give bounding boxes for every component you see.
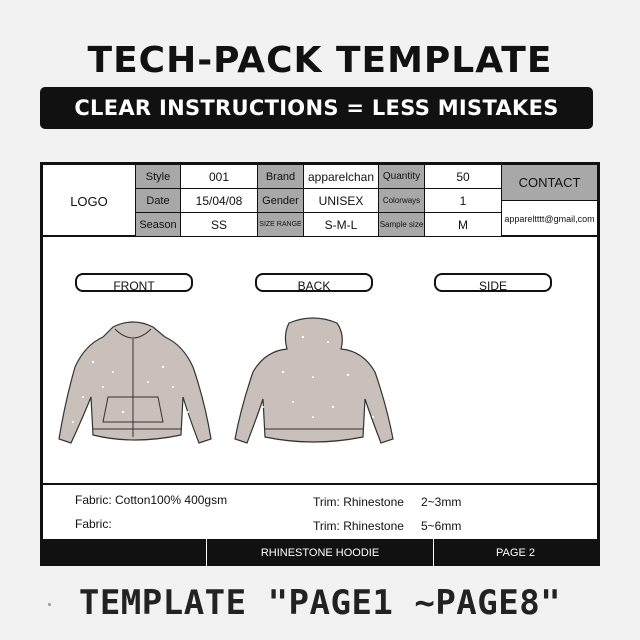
colorways-label: Colorways [379, 189, 425, 213]
side-view-label: SIDE [434, 273, 552, 292]
bottom-caption: TEMPLATE "PAGE1 ~PAGE8" [78, 583, 562, 623]
fabric-note-1: Fabric: Cotton100% 400gsm [75, 493, 228, 507]
footer-bar [43, 539, 597, 566]
trim-note-2-value: 5~6mm [421, 519, 462, 533]
back-hoodie-illustration [233, 317, 395, 457]
sample-size-value: M [425, 213, 502, 237]
contact-label: CONTACT [502, 165, 597, 201]
date-label: Date [136, 189, 181, 213]
header-table [43, 165, 597, 237]
season-label: Season [136, 213, 181, 237]
size-range-value: S-M-L [304, 213, 379, 237]
brand-label: Brand [258, 165, 304, 189]
notes-section [43, 487, 597, 539]
brand-value: apparelchan [304, 165, 379, 189]
gender-label: Gender [258, 189, 304, 213]
gender-value: UNISEX [304, 189, 379, 213]
colorways-value: 1 [425, 189, 502, 213]
style-label: Style [136, 165, 181, 189]
product-name: RHINESTONE HOODIE [260, 546, 380, 559]
page-title: TECH-PACK TEMPLATE [87, 40, 553, 81]
contact-email: appareltttt@gmail,com [504, 214, 595, 224]
size-range-label: SIZE RANGE [258, 213, 304, 237]
season-value: SS [181, 213, 258, 237]
subtitle-banner: CLEAR INSTRUCTIONS = LESS MISTAKES [40, 87, 593, 129]
style-value: 001 [181, 165, 258, 189]
back-view-label: BACK [255, 273, 373, 292]
sample-size-label: Sample size [379, 213, 425, 237]
trim-note-2-label: Trim: Rhinestone [313, 519, 404, 533]
page-number: PAGE 2 [496, 546, 535, 559]
date-value: 15/04/08 [181, 189, 258, 213]
front-hoodie-illustration [53, 317, 213, 457]
logo-placeholder: LOGO [43, 165, 136, 237]
quantity-value: 50 [425, 165, 502, 189]
front-view-label: FRONT [75, 273, 193, 292]
garment-views [43, 239, 597, 485]
quantity-label: Quantity [379, 165, 425, 189]
trim-note-1-label: Trim: Rhinestone [313, 495, 404, 509]
fabric-note-2: Fabric: [75, 517, 112, 531]
tech-pack-sheet [40, 162, 600, 566]
trim-note-1-value: 2~3mm [421, 495, 462, 509]
